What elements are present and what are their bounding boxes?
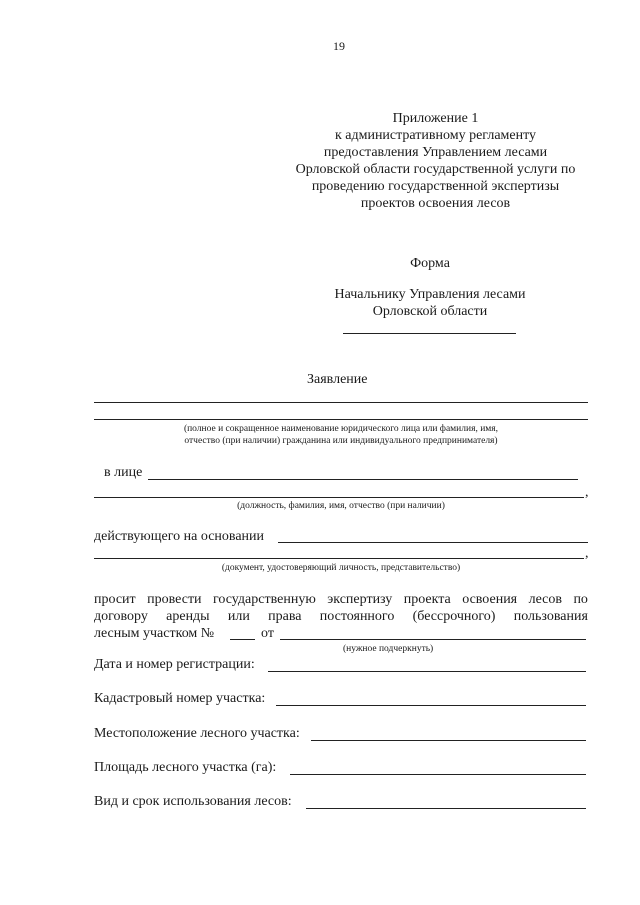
request-word: пользования	[513, 609, 588, 624]
usage-label: Вид и срок использования лесов:	[94, 794, 292, 809]
request-word: лесов	[528, 592, 562, 607]
comma: ,	[585, 546, 589, 561]
addressee-block	[312, 286, 548, 320]
request-word: освоения	[462, 592, 518, 607]
request-line-1	[94, 591, 588, 608]
underline-hint: (нужное подчеркнуть)	[343, 644, 434, 654]
location-label: Местоположение лесного участка:	[94, 726, 300, 741]
request-word: государственную	[213, 592, 316, 607]
appendix-line: предоставления Управлением лесами	[323, 145, 548, 160]
appendix-line: проведению государственной экспертизы	[311, 179, 560, 194]
document-line[interactable]	[94, 558, 584, 559]
addressee-line: Орловской области	[372, 304, 488, 319]
position-hint: (должность, фамилия, имя, отчество (при наличии)	[237, 501, 445, 511]
request-word: просит	[94, 592, 136, 607]
location-line[interactable]	[311, 740, 586, 741]
area-label: Площадь лесного участка (га):	[94, 760, 277, 775]
registration-label: Дата и номер регистрации:	[94, 657, 255, 672]
request-word: права	[268, 609, 302, 624]
request-word: проекта	[403, 592, 451, 607]
applicant-line-2[interactable]	[94, 419, 588, 420]
appendix-line: проектов освоения лесов	[360, 196, 511, 211]
usage-line[interactable]	[306, 808, 586, 809]
request-word: договору	[94, 609, 148, 624]
from-date-line[interactable]	[280, 639, 586, 640]
plot-number-label: лесным участком №	[94, 626, 215, 641]
applicant-line-1[interactable]	[94, 402, 588, 403]
position-line[interactable]	[94, 497, 584, 498]
request-line-2	[94, 608, 588, 625]
area-line[interactable]	[290, 774, 586, 775]
request-word: провести	[147, 592, 202, 607]
form-label: Форма	[410, 256, 450, 271]
document-hint: (документ, удостоверяющий личность, представительство)	[221, 563, 461, 573]
comma: ,	[585, 485, 589, 500]
request-word: по	[573, 592, 588, 607]
applicant-hint	[94, 423, 588, 447]
page-number: 19	[333, 39, 345, 53]
request-word: аренды	[166, 609, 210, 624]
applicant-hint-line: отчество (при наличии) гражданина или индивидуального предпринимателя)	[184, 436, 498, 446]
plot-number-line[interactable]	[230, 639, 255, 640]
request-word: экспертизу	[327, 592, 393, 607]
cadastral-label: Кадастровый номер участка:	[94, 691, 266, 706]
request-word: или	[227, 609, 250, 624]
request-word: (бессрочного)	[412, 609, 496, 624]
registration-line[interactable]	[268, 671, 586, 672]
addressee-line: Начальнику Управления лесами	[334, 287, 526, 302]
appendix-block	[283, 110, 588, 212]
from-label: от	[261, 626, 274, 641]
in-person-label: в лице	[104, 465, 143, 480]
addressee-signature-line[interactable]	[343, 333, 516, 334]
request-word: постоянного	[319, 609, 395, 624]
appendix-line: к административному регламенту	[334, 128, 537, 143]
appendix-title: Приложение 1	[392, 111, 479, 126]
applicant-hint-line: (полное и сокращенное наименование юридического лица или фамилия, имя,	[183, 424, 499, 434]
basis-line[interactable]	[278, 542, 588, 543]
cadastral-line[interactable]	[276, 705, 586, 706]
in-person-line[interactable]	[148, 479, 578, 480]
statement-title: Заявление	[307, 372, 368, 387]
appendix-line: Орловской области государственной услуги по	[295, 162, 576, 177]
basis-label: действующего на основании	[94, 529, 265, 544]
